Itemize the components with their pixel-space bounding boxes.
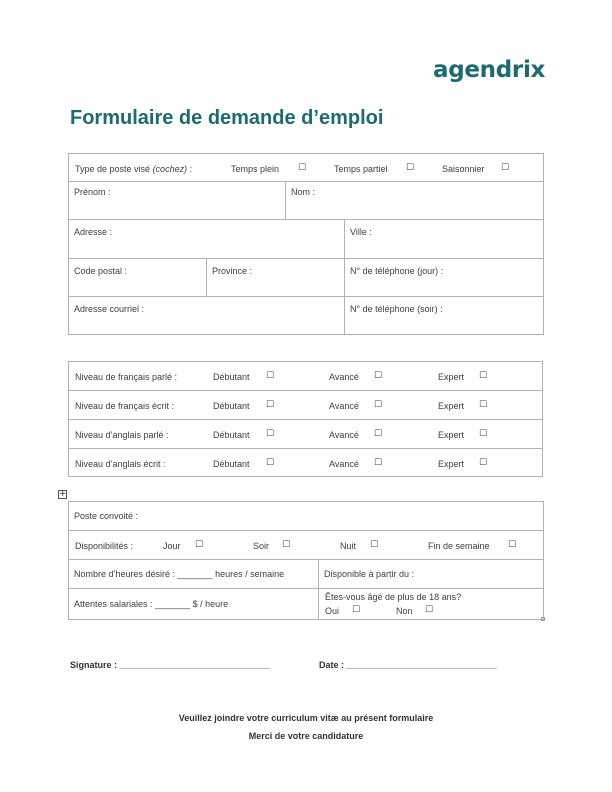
province-field[interactable]: Province : — [207, 259, 345, 297]
debutant-checkbox[interactable]: ☐ — [266, 429, 275, 439]
option-temps-plein-label: Temps plein — [231, 163, 280, 174]
debutant-checkbox[interactable]: ☐ — [266, 458, 275, 468]
level-expert-label: Expert — [438, 372, 465, 382]
table-move-handle-icon[interactable]: + — [59, 489, 67, 499]
date-line[interactable]: Date : ______________________________ — [319, 660, 497, 670]
page-title: Formulaire de demande d’emploi — [70, 107, 384, 129]
fin-semaine-checkbox[interactable]: ☐ — [508, 540, 517, 550]
adresse-field[interactable]: Adresse : — [69, 220, 345, 259]
oui-label: Oui — [325, 606, 340, 616]
heures-field[interactable]: Nombre d’heures désiré : _______ heures / semaine — [69, 560, 319, 589]
tel-jour-field[interactable]: N° de téléphone (jour) : — [345, 259, 544, 297]
level-avance-label: Avancé — [329, 459, 359, 469]
level-avance-label: Avancé — [329, 401, 359, 411]
level-debutant-label: Débutant — [213, 372, 250, 382]
disponibilites-label: Disponibilités : — [75, 541, 134, 551]
signature-line[interactable]: Signature : ______________________________ — [70, 660, 270, 670]
language-row — [74, 362, 537, 390]
job-type-label: Type de poste visé (cochez) : — [75, 163, 193, 174]
avance-checkbox[interactable]: ☐ — [374, 371, 383, 381]
non-label: Non — [396, 606, 413, 616]
nuit-checkbox[interactable]: ☐ — [370, 540, 379, 550]
dispo-soir-label: Soir — [253, 541, 270, 551]
avance-checkbox[interactable]: ☐ — [374, 458, 383, 468]
level-debutant-label: Débutant — [213, 430, 250, 440]
nom-field[interactable]: Nom : — [286, 182, 544, 220]
option-temps-partiel-label: Temps partiel — [334, 163, 388, 174]
avance-checkbox[interactable]: ☐ — [374, 400, 383, 410]
saisonnier-checkbox[interactable]: ☐ — [501, 162, 510, 173]
languages-table — [68, 361, 543, 477]
footer-attach-note: Veuillez joindre votre curriculum vitæ au présent formulaire — [178, 713, 434, 723]
level-avance-label: Avancé — [329, 430, 359, 440]
non-checkbox[interactable]: ☐ — [425, 605, 434, 615]
level-avance-label: Avancé — [329, 372, 359, 382]
age-question: Êtes-vous âgé de plus de 18 ans? — [325, 592, 462, 602]
expert-checkbox[interactable]: ☐ — [479, 371, 488, 381]
personal-info-table — [68, 153, 544, 335]
dispo-fin-semaine-label: Fin de semaine — [428, 541, 490, 551]
availability-row — [74, 531, 538, 559]
poste-convoite-field[interactable]: Poste convoité : — [69, 502, 544, 531]
dispo-nuit-label: Nuit — [340, 541, 357, 551]
position-table — [68, 501, 544, 620]
oui-checkbox[interactable]: ☐ — [352, 605, 361, 615]
age-cell — [324, 589, 538, 619]
level-debutant-label: Débutant — [213, 401, 250, 411]
language-row — [74, 420, 537, 448]
jour-checkbox[interactable]: ☐ — [195, 540, 204, 550]
language-label: Niveau de français écrit : — [75, 401, 175, 411]
language-row — [74, 391, 537, 419]
job-type-row — [69, 154, 544, 182]
soir-checkbox[interactable]: ☐ — [282, 540, 291, 550]
expert-checkbox[interactable]: ☐ — [479, 458, 488, 468]
temps-partiel-checkbox[interactable]: ☐ — [406, 162, 415, 173]
agendrix-logo: agendrix — [433, 57, 546, 83]
dispo-jour-label: Jour — [163, 541, 181, 551]
option-saisonnier-label: Saisonnier — [442, 163, 485, 174]
code-postal-field[interactable]: Code postal : — [69, 259, 207, 297]
debutant-checkbox[interactable]: ☐ — [266, 371, 275, 381]
language-label: Niveau d’anglais écrit : — [75, 459, 166, 469]
courriel-field[interactable]: Adresse courriel : — [69, 297, 345, 335]
expert-checkbox[interactable]: ☐ — [479, 429, 488, 439]
language-label: Niveau d’anglais parlé : — [75, 430, 169, 440]
ville-field[interactable]: Ville : — [345, 220, 544, 259]
tel-soir-field[interactable]: N° de téléphone (soir) : — [345, 297, 544, 335]
disponible-field[interactable]: Disponible à partir du : — [319, 560, 544, 589]
table-resize-handle[interactable] — [541, 617, 545, 621]
level-expert-label: Expert — [438, 459, 465, 469]
expert-checkbox[interactable]: ☐ — [479, 400, 488, 410]
language-label: Niveau de français parlé : — [75, 372, 178, 382]
level-expert-label: Expert — [438, 401, 465, 411]
avance-checkbox[interactable]: ☐ — [374, 429, 383, 439]
prenom-field[interactable]: Prénom : — [69, 182, 286, 220]
language-row — [74, 449, 537, 476]
debutant-checkbox[interactable]: ☐ — [266, 400, 275, 410]
level-debutant-label: Débutant — [213, 459, 250, 469]
level-expert-label: Expert — [438, 430, 465, 440]
temps-plein-checkbox[interactable]: ☐ — [298, 162, 307, 173]
attentes-field[interactable]: Attentes salariales : _______ $ / heure — [69, 589, 319, 620]
footer-thanks: Merci de votre candidature — [248, 731, 364, 741]
